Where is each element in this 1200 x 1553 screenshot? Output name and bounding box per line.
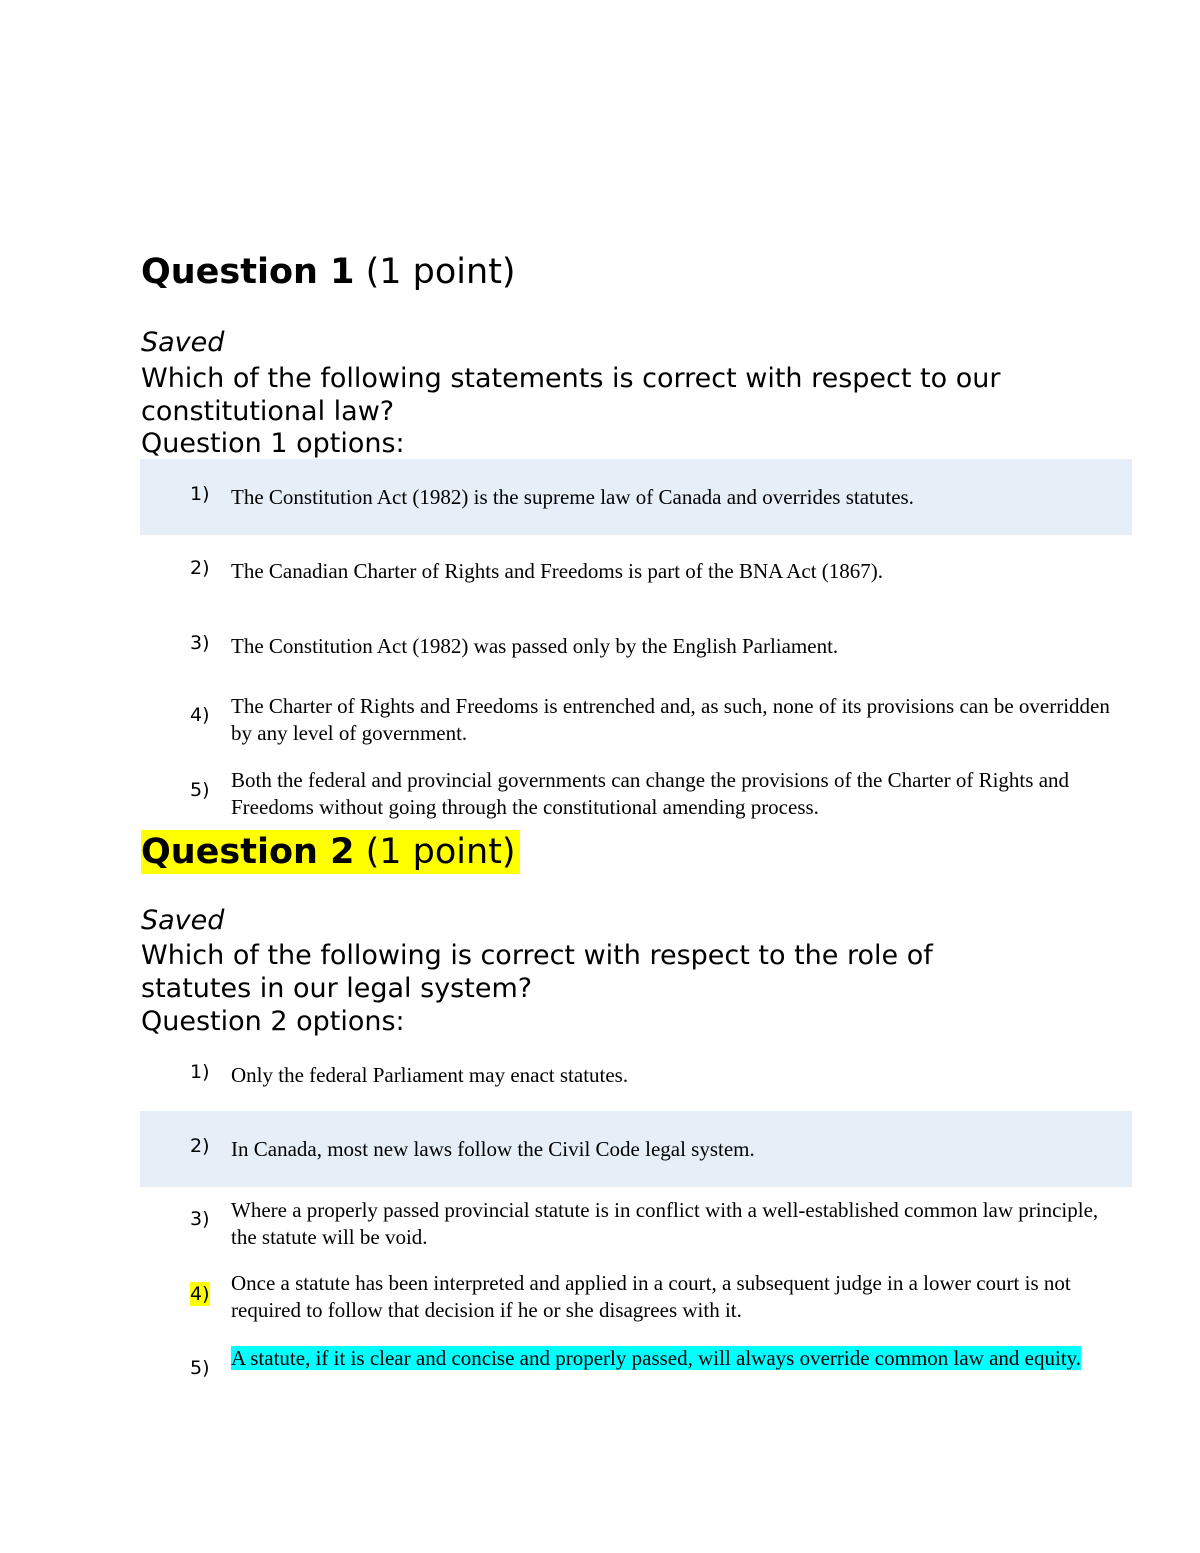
option-number: 2) — [190, 1135, 210, 1157]
question-1-title — [141, 250, 516, 294]
option-text: A statute, if it is clear and concise and properly passed, will always override common law and equity. — [231, 1346, 1082, 1370]
option-text: Where a properly passed provincial statute is in conflict with a well-established common law principle, the statute will be void. — [231, 1198, 1099, 1249]
option-text: The Canadian Charter of Rights and Freedoms is part of the BNA Act (1867). — [231, 559, 884, 583]
option-number: 4) — [190, 704, 210, 726]
option-number: 4) — [190, 1283, 210, 1305]
question-2-title — [141, 830, 520, 874]
question-1-label: Question 1 — [141, 252, 355, 292]
option-number: 1) — [190, 483, 210, 505]
option-text: In Canada, most new laws follow the Civil Code legal system. — [231, 1137, 755, 1161]
option-number: 2) — [190, 557, 210, 579]
option-number: 3) — [190, 632, 210, 654]
question-1-saved-status: Saved — [141, 327, 225, 358]
question-1-options-label: Question 1 options: — [141, 428, 405, 459]
option-text-wrapper — [231, 1345, 1121, 1372]
question-2-points: (1 point) — [365, 832, 516, 872]
option-number: 1) — [190, 1061, 210, 1083]
option-text: Once a statute has been interpreted and applied in a court, a subsequent judge in a lower court is not required to follow that decision if he or she disagrees with it. — [231, 1271, 1071, 1322]
option-number: 3) — [190, 1208, 210, 1230]
question-1-points: (1 point) — [365, 252, 516, 292]
question-2-saved-status: Saved — [141, 905, 225, 936]
option-text: Both the federal and provincial governments can change the provisions of the Charter of Rights and Freedoms without going through the constitutional amending process. — [231, 768, 1070, 819]
question-2-options-label: Question 2 options: — [141, 1006, 405, 1037]
option-number: 5) — [190, 1357, 210, 1379]
option-text: The Constitution Act (1982) is the supreme law of Canada and overrides statutes. — [231, 485, 914, 509]
option-text: The Constitution Act (1982) was passed only by the English Parliament. — [231, 634, 839, 658]
option-text: Only the federal Parliament may enact statutes. — [231, 1063, 629, 1087]
option-text: The Charter of Rights and Freedoms is entrenched and, as such, none of its provisions can be overridden by any level of government. — [231, 694, 1110, 745]
option-number: 5) — [190, 779, 210, 801]
question-1-prompt: Which of the following statements is correct with respect to our constitutional law? — [141, 363, 1001, 427]
question-2-prompt: Which of the following is correct with respect to the role of statutes in our legal system? — [141, 940, 933, 1004]
question-2-label: Question 2 — [141, 832, 355, 872]
